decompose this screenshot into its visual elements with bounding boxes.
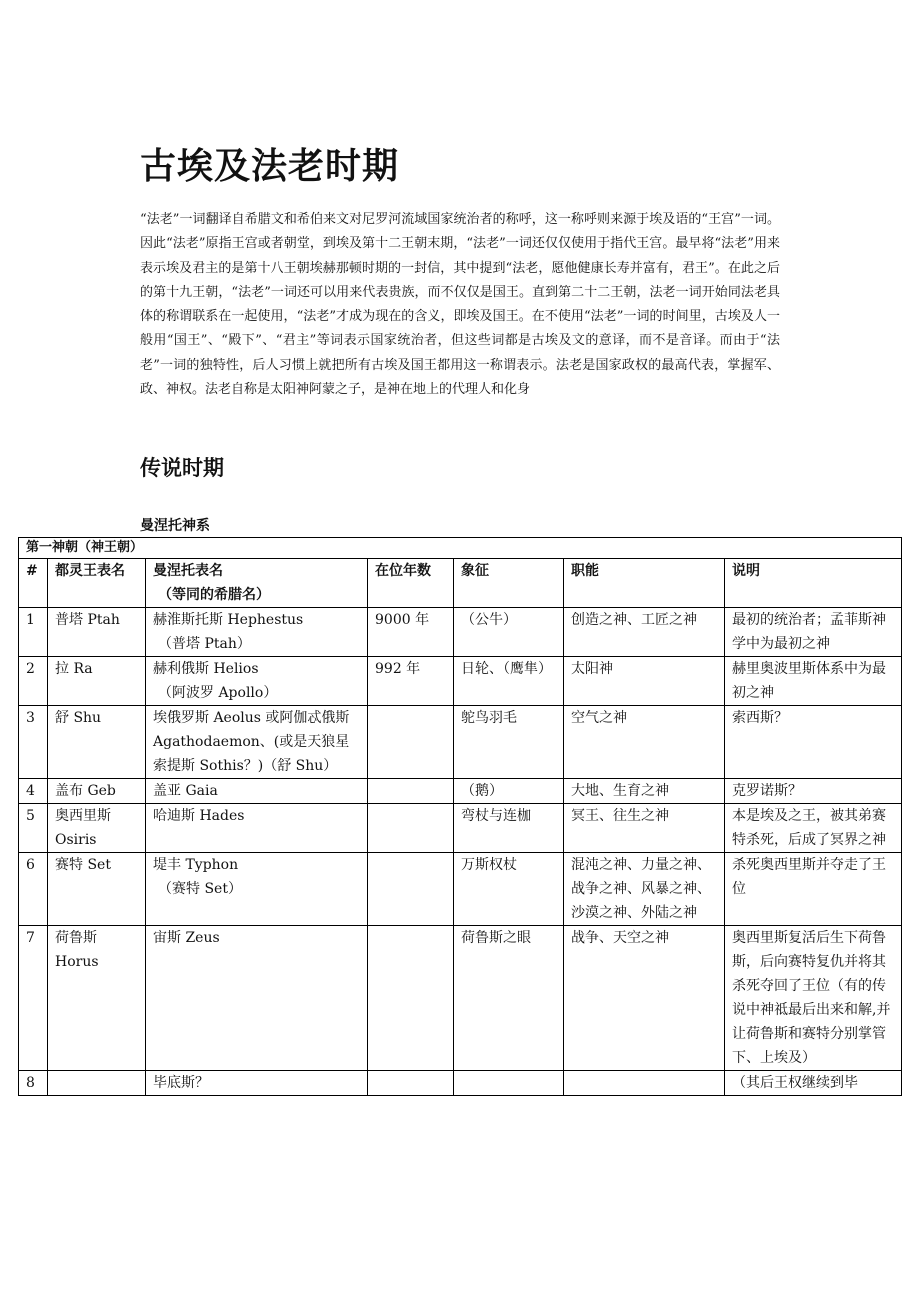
subsection-title: 曼涅托神系 <box>140 518 210 534</box>
row-num-text: 4 <box>26 783 35 799</box>
row-symbol <box>454 779 564 804</box>
row-num <box>19 779 48 804</box>
row-years <box>368 853 454 926</box>
row-num-text: 2 <box>26 661 35 677</box>
row-manetho-name <box>146 853 368 926</box>
row-manetho-name-text: 盖亚 Gaia <box>153 783 218 799</box>
row-num <box>19 608 48 657</box>
row-turin-name <box>48 853 146 926</box>
row-symbol <box>454 853 564 926</box>
row-function-text: 空气之神 <box>571 710 627 726</box>
row-function <box>564 657 725 706</box>
row-manetho-sub: （阿波罗 Apollo） <box>158 685 278 701</box>
row-manetho-name <box>146 804 368 853</box>
row-turin-name-text: 赛特 Set <box>55 857 111 873</box>
row-function-text: 大地、生育之神 <box>571 783 669 799</box>
row-manetho-name-text: 赫淮斯托斯 Hephestus <box>153 612 304 628</box>
row-years-text: 9000 年 <box>375 612 430 628</box>
row-function-text: 太阳神 <box>571 661 613 677</box>
row-years <box>368 657 454 706</box>
row-turin-name-text: 拉 Ra <box>55 661 93 677</box>
row-note <box>725 608 902 657</box>
row-note-text: 本是埃及之王，被其弟赛特杀死，后成了冥界之神 <box>732 808 886 848</box>
row-turin-name-text: 奥西里斯 Osiris <box>55 808 111 848</box>
row-turin-name-text: 荷鲁斯 Horus <box>55 930 99 970</box>
row-symbol-text: 鸵鸟羽毛 <box>461 710 517 726</box>
row-manetho-name <box>146 657 368 706</box>
row-num <box>19 1071 48 1096</box>
row-function-text: 创造之神、工匠之神 <box>571 612 697 628</box>
row-symbol-text: （鹅） <box>461 783 503 799</box>
header-symbol: 象征 <box>454 559 564 608</box>
row-manetho-name-text: 哈迪斯 Hades <box>153 808 245 824</box>
row-years-text: 992 年 <box>375 661 421 677</box>
row-num <box>19 853 48 926</box>
row-turin-name-text: 盖布 Geb <box>55 783 116 799</box>
row-note <box>725 926 902 1071</box>
row-function <box>564 926 725 1071</box>
header-manetho <box>146 559 368 608</box>
row-symbol-text: 万斯权杖 <box>461 857 517 873</box>
row-symbol-text: （公牛） <box>461 612 517 628</box>
row-symbol <box>454 706 564 779</box>
header-function: 职能 <box>564 559 725 608</box>
row-function <box>564 804 725 853</box>
row-turin-name <box>48 926 146 1071</box>
table-row <box>19 926 902 1071</box>
row-num-text: 5 <box>26 808 35 824</box>
row-turin-name <box>48 779 146 804</box>
row-manetho-name-text: 埃俄罗斯 Aeolus 或阿伽忒俄斯 Agathodaemon、(或是天狼星索提斯 Sothis？)（舒 Shu） <box>153 710 350 774</box>
row-note <box>725 853 902 926</box>
row-manetho-name <box>146 779 368 804</box>
row-manetho-name <box>146 926 368 1071</box>
row-note-text: （其后王权继续到毕 <box>732 1075 858 1091</box>
row-symbol-text: 日轮、（鹰隼） <box>461 661 552 677</box>
row-symbol-text: 荷鲁斯之眼 <box>461 930 531 946</box>
header-years: 在位年数 <box>368 559 454 608</box>
row-turin-name <box>48 657 146 706</box>
row-manetho-name-text: 毕底斯？ <box>153 1075 209 1091</box>
row-note-text: 奥西里斯复活后生下荷鲁斯，后向赛特复仇并将其杀死夺回了王位（有的传说中神祗最后出来和解,并让荷鲁斯和赛特分别掌管下、上埃及） <box>732 930 891 1066</box>
row-years <box>368 779 454 804</box>
row-function <box>564 779 725 804</box>
row-turin-name-text: 普塔 Ptah <box>55 612 120 628</box>
row-symbol <box>454 1071 564 1096</box>
row-turin-name <box>48 1071 146 1096</box>
header-row <box>19 559 902 608</box>
table-row <box>19 853 902 926</box>
row-function-text: 冥王、往生之神 <box>571 808 669 824</box>
row-note <box>725 657 902 706</box>
row-symbol <box>454 657 564 706</box>
table-row <box>19 657 902 706</box>
table-row <box>19 1071 902 1096</box>
row-years <box>368 706 454 779</box>
row-turin-name-text: 舒 Shu <box>55 710 102 726</box>
row-function <box>564 706 725 779</box>
row-symbol <box>454 608 564 657</box>
row-function <box>564 853 725 926</box>
row-num <box>19 926 48 1071</box>
row-function-text: 混沌之神、力量之神、战争之神、风暴之神、沙漠之神、外陆之神 <box>571 857 711 921</box>
row-note <box>725 706 902 779</box>
row-manetho-sub: （赛特 Set） <box>158 881 242 897</box>
row-turin-name <box>48 804 146 853</box>
row-years <box>368 926 454 1071</box>
row-note-text: 克罗诺斯？ <box>732 783 802 799</box>
header-turin: 都灵王表名 <box>48 559 146 608</box>
table-row <box>19 804 902 853</box>
row-note-text: 赫里奥波里斯体系中为最初之神 <box>732 661 886 701</box>
dynasty-table <box>18 537 902 1096</box>
row-note-text: 索西斯？ <box>732 710 788 726</box>
row-manetho-name-text: 赫利俄斯 Helios <box>153 661 259 677</box>
header-manetho-sub: （等同的希腊名） <box>158 587 270 603</box>
table-row <box>19 608 902 657</box>
row-note-text: 杀死奥西里斯并夺走了王位 <box>732 857 886 897</box>
row-num <box>19 657 48 706</box>
section-title: 传说时期 <box>140 456 224 480</box>
row-years <box>368 1071 454 1096</box>
table-body <box>19 608 902 1096</box>
table-row <box>19 706 902 779</box>
row-function <box>564 608 725 657</box>
row-note-text: 最初的统治者；孟菲斯神学中为最初之神 <box>732 612 886 652</box>
dynasty-label: 第一神朝（神王朝） <box>19 538 902 559</box>
row-manetho-name <box>146 1071 368 1096</box>
row-num <box>19 706 48 779</box>
row-note <box>725 1071 902 1096</box>
intro-paragraph: “法老”一词翻译自希腊文和希伯来文对尼罗河流域国家统治者的称呼，这一称呼则来源于埃及语的“王宫”一词。因此“法老”原指王宫或者朝堂，到埃及第十二王朝末期，“法老”一词还仅仅使用于指代王宫。最早将“法老”用来表示埃及君主的是第十八王朝埃赫那顿时期的一封信，其中提到“法老，愿他健康长寿并富有，君王”。在此之后的第十九王朝，“法老”一词还可以用来代表贵族，而不仅仅是国王。直到第二十二王朝，法老一词开始同法老具体的称谓联系在一起使用，“法老”才成为现在的含义，即埃及国王。在不使用“法老”一词的时间里，古埃及人一般用“国王”、“殿下”、“君主”等词表示国家统治者，但这些词都是古埃及文的意译，而不是音译。而由于“法老”一词的独特性，后人习惯上就把所有古埃及国王都用这一称谓表示。法老是国家政权的最高代表，掌握军、政、神权。法老自称是太阳神阿蒙之子，是神在地上的代理人和化身 <box>140 212 780 398</box>
row-num-text: 7 <box>26 930 35 946</box>
row-manetho-name-text: 堤丰 Typhon <box>153 857 239 873</box>
row-num-text: 3 <box>26 710 35 726</box>
row-num-text: 8 <box>26 1075 35 1091</box>
page-title: 古埃及法老时期 <box>140 146 400 187</box>
row-manetho-name <box>146 608 368 657</box>
dynasty-row <box>19 538 902 559</box>
row-num <box>19 804 48 853</box>
row-note <box>725 804 902 853</box>
row-function-text: 战争、天空之神 <box>571 930 669 946</box>
row-symbol <box>454 804 564 853</box>
row-turin-name <box>48 608 146 657</box>
row-function <box>564 1071 725 1096</box>
row-manetho-sub: （普塔 Ptah） <box>158 636 251 652</box>
row-manetho-name-text: 宙斯 Zeus <box>153 930 220 946</box>
row-turin-name <box>48 706 146 779</box>
row-symbol-text: 弯杖与连枷 <box>461 808 531 824</box>
row-note <box>725 779 902 804</box>
header-note: 说明 <box>725 559 902 608</box>
table-row <box>19 779 902 804</box>
row-manetho-name <box>146 706 368 779</box>
header-num: # <box>19 559 48 608</box>
row-years <box>368 804 454 853</box>
row-symbol <box>454 926 564 1071</box>
header-manetho-label: 曼涅托表名 <box>153 563 223 579</box>
row-num-text: 1 <box>26 612 35 628</box>
row-num-text: 6 <box>26 857 35 873</box>
row-years <box>368 608 454 657</box>
